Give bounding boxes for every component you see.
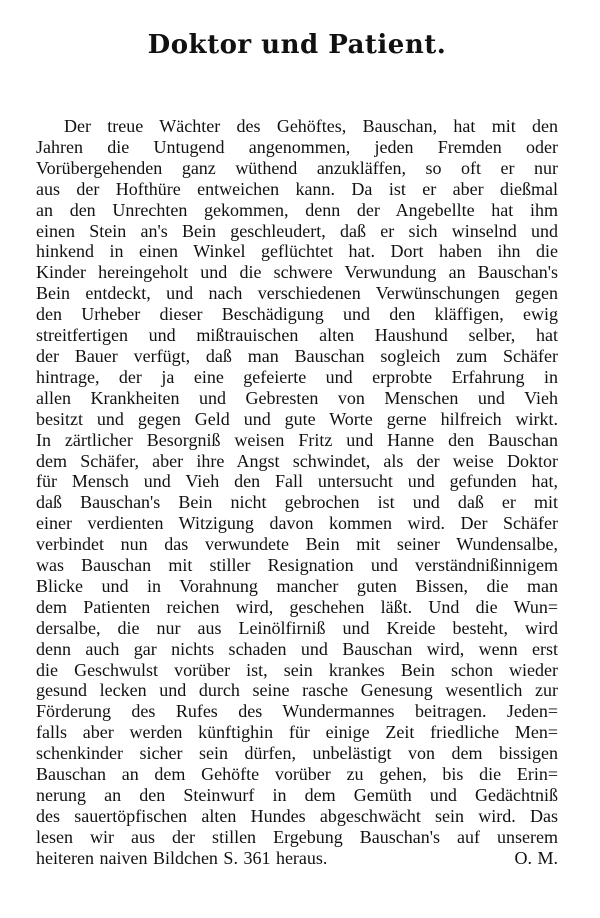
text-line: einen Stein an's Bein geschleudert, daß er sich winselnd und [36,220,558,241]
text-line: des sauertöpfischen alten Hundes abgeschwächt sein wird. Das [36,805,558,826]
text-line: Förderung des Rufes des Wundermannes beitragen. Jeden= [36,701,558,722]
text-line: die Geschwulst vorüber ist, sein krankes Bein schon wieder [36,659,558,680]
text-line: dem Schäfer, aber ihre Angst schwindet, als der weise Doktor [36,450,558,471]
text-line: dersalbe, die nur aus Leinölfirniß und Kreide besteht, wird [36,617,558,638]
text-line: Jahren die Untugend angenommen, jeden Fremden oder [36,136,558,157]
text-line: besitzt und gegen Geld und gute Worte gerne hilfreich wirkt. [36,408,558,429]
text-line: lesen wir aus der stillen Ergebung Bauschan's auf unserem [36,826,558,847]
closing-text: heiteren naiven Bildchen S. 361 heraus. [36,847,328,868]
text-line: der Bauer verfügt, daß man Bauschan sogleich zum Schäfer [36,345,558,366]
text-line: denn auch gar nichts schaden und Bauschan wird, wenn erst [36,638,558,659]
text-line: Blicke und in Vorahnung mancher guten Bissen, die man [36,575,558,596]
page-title: Doktor und Patient. [147,30,447,60]
text-line: Vorübergehenden ganz wüthend anzukläffen, so oft er nur [36,157,558,178]
text-line: den Urheber dieser Beschädigung und den kläffigen, ewig [36,304,558,325]
text-line: In zärtlicher Besorgniß weisen Fritz und Hanne den Bauschan [36,429,558,450]
text-line: allen Krankheiten und Gebresten von Menschen und Vieh [36,387,558,408]
text-line: einer verdienten Witzigung davon kommen wird. Der Schäfer [36,513,558,534]
text-line: hinkend in einen Winkel geflüchtet hat. Dort haben ihn die [36,241,558,262]
text-line: falls aber werden künftighin für einige Zeit friedliche Men= [36,722,558,743]
text-line: streitfertigen und mißtrauischen alten Haushund selber, hat [36,325,558,346]
author-signature: O. M. [514,847,558,868]
text-line: schenkinder sicher sein dürfen, unbelästigt von dem bissigen [36,743,558,764]
text-line-last [36,848,558,869]
text-line: Bein entdeckt, und nach verschiedenen Verwünschungen gegen [36,283,558,304]
text-line: nerung an den Steinwurf in dem Gemüth und Gedächtniß [36,785,558,805]
text-line: gesund lecken und durch seine rasche Genesung wesentlich zur [36,680,558,701]
article-body [36,116,558,869]
text-line: Der treue Wächter des Gehöftes, Bauschan, hat mit den [64,116,558,136]
text-line: was Bauschan mit stiller Resignation und verständnißinnigem [36,555,558,576]
text-line: hintrage, der ja eine gefeierte und erprobte Erfahrung in [36,366,558,387]
text-line: daß Bauschan's Bein nicht gebrochen ist und daß er mit [36,492,558,513]
text-line: Bauschan an dem Gehöfte vorüber zu gehen, bis die Erin= [36,764,558,785]
text-line: für Mensch und Vieh den Fall untersucht und gefunden hat, [36,471,558,492]
text-line: dem Patienten reichen wird, geschehen läßt. Und die Wun= [36,596,558,617]
text-line: an den Unrechten gekommen, denn der Angebellte hat ihm [36,199,558,220]
text-line: aus der Hofthüre entweichen kann. Da ist er aber dießmal [36,178,558,199]
text-line: verbindet nun das verwundete Bein mit seiner Wundensalbe, [36,534,558,555]
text-line: Kinder hereingeholt und die schwere Verwundung an Bauschan's [36,262,558,283]
